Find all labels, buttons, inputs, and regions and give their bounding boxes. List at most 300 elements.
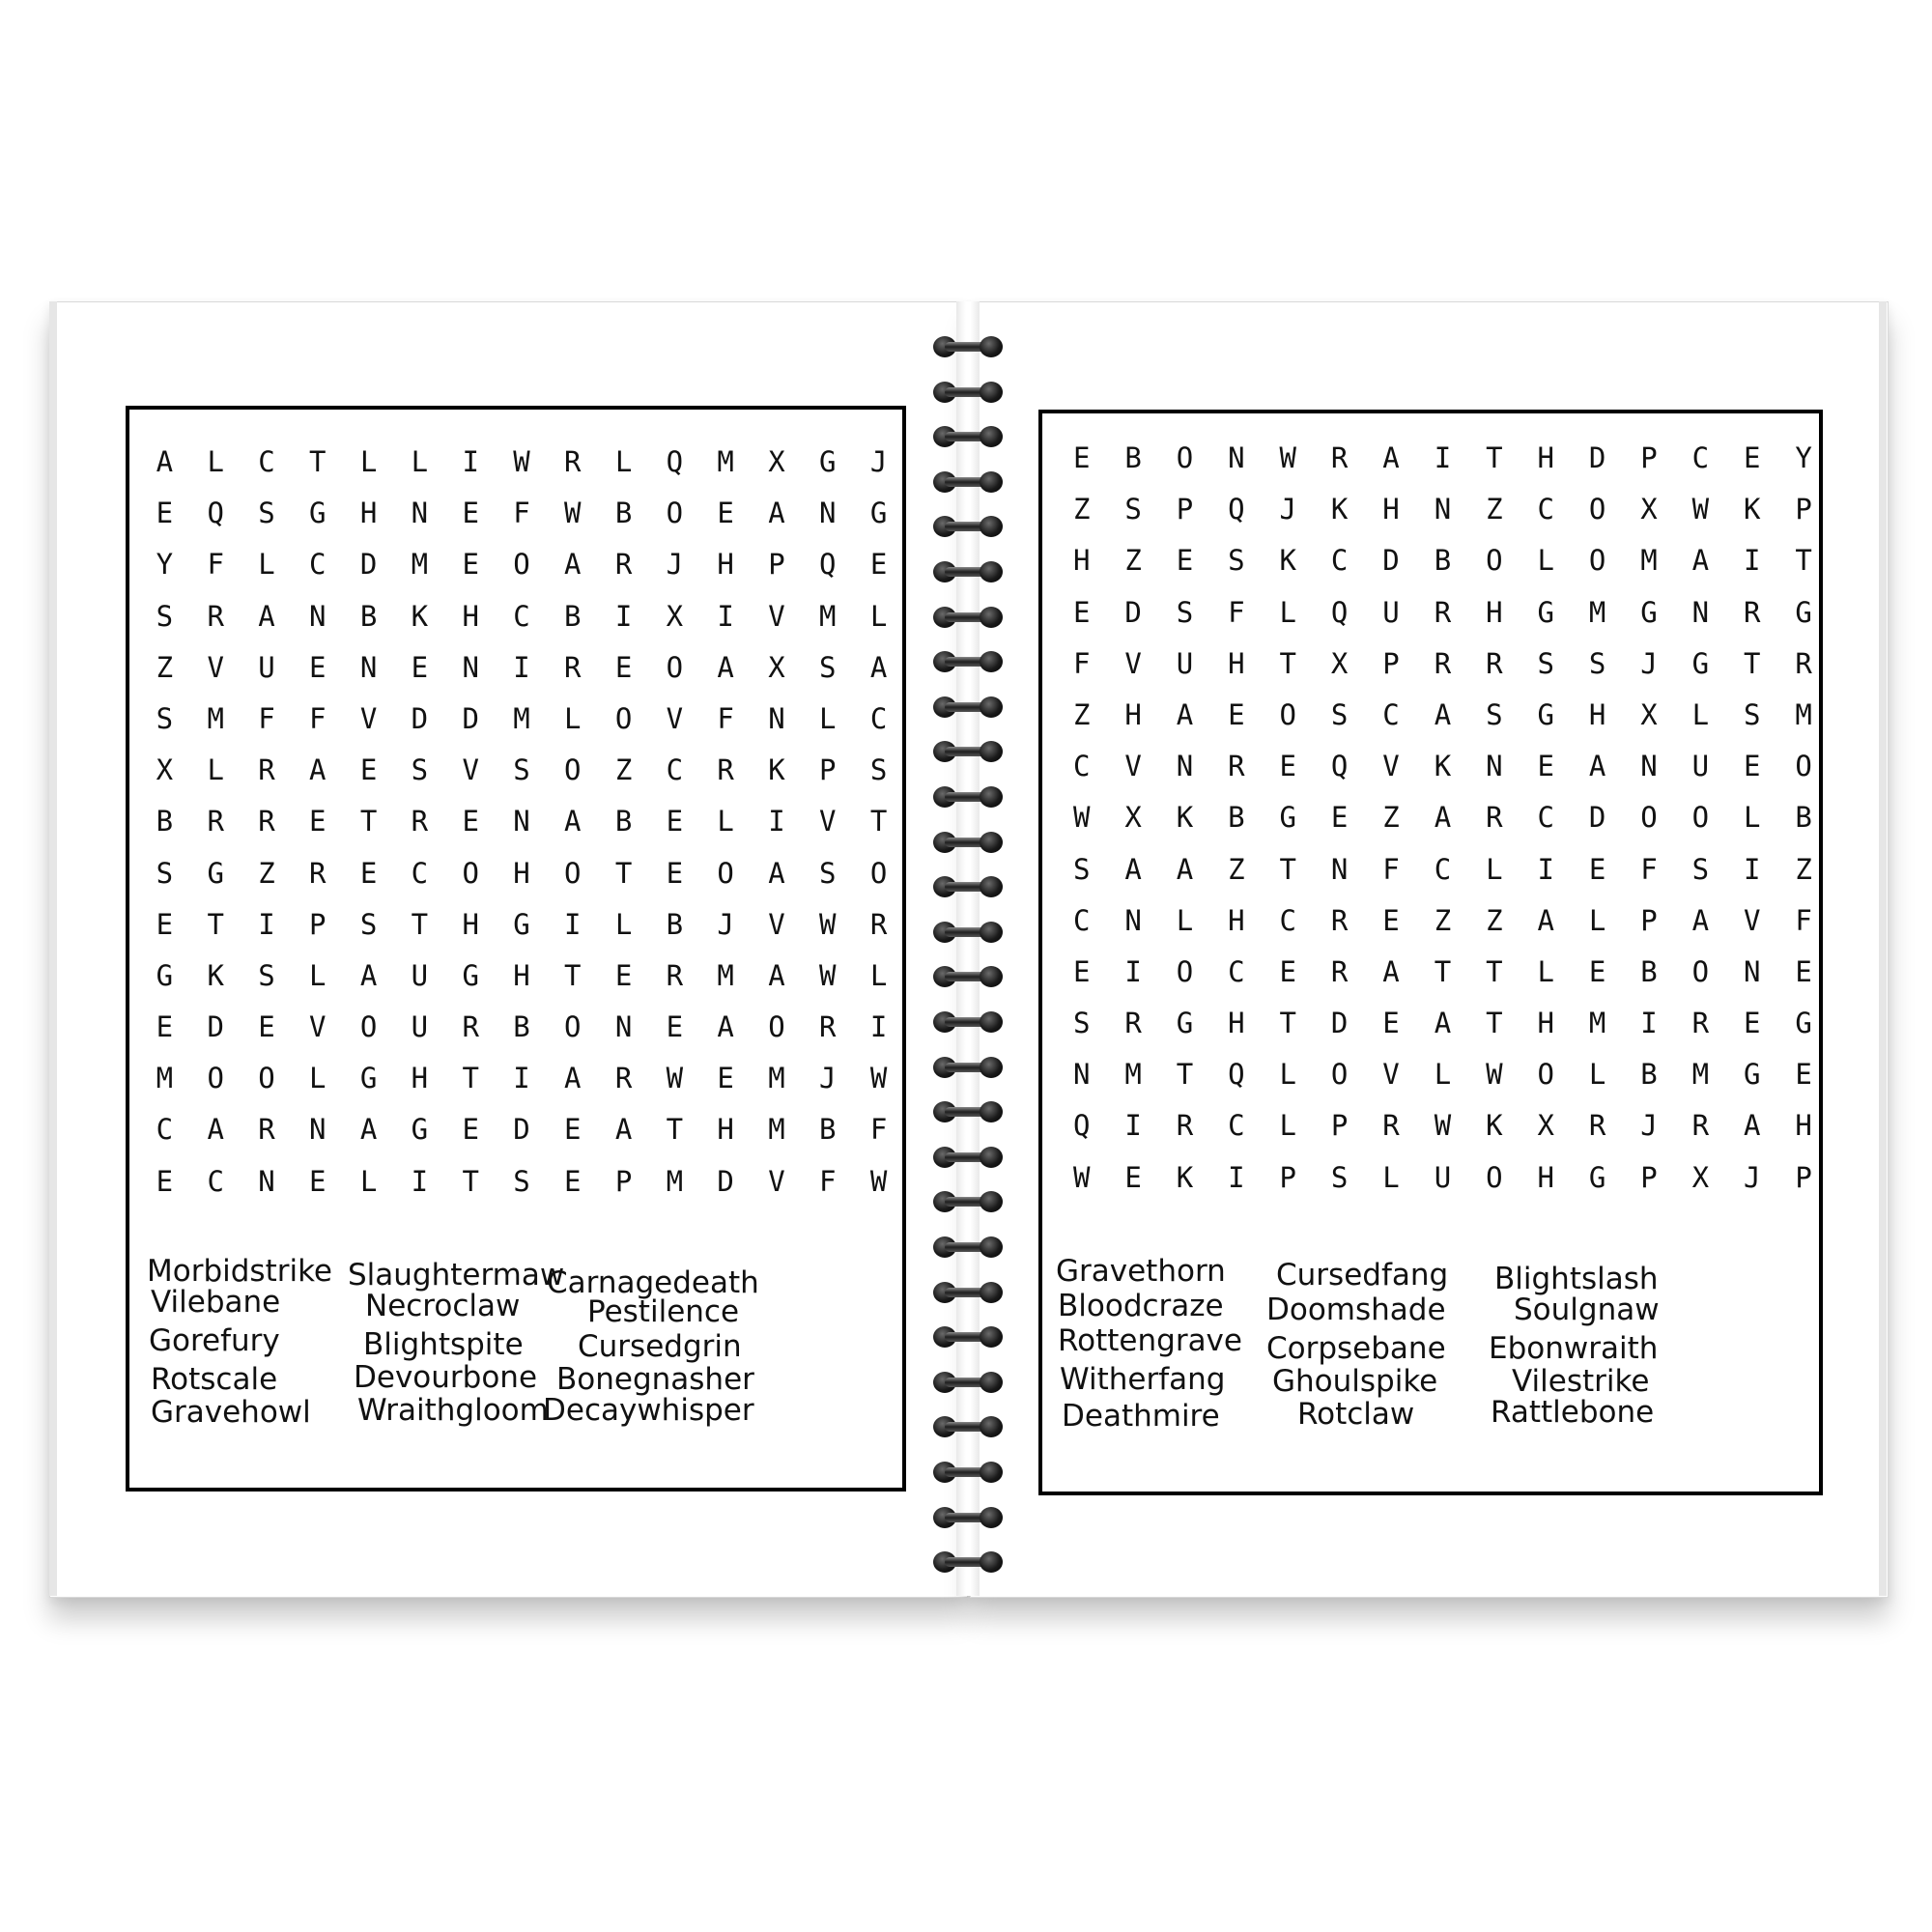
grid-letter: G xyxy=(462,958,479,992)
grid-letter: E xyxy=(1124,1160,1142,1194)
grid-letter: I xyxy=(869,1010,888,1044)
grid-letter: Q xyxy=(1330,595,1349,629)
grid-letter: A xyxy=(1434,1007,1452,1040)
grid-letter: K xyxy=(411,599,429,633)
grid-row xyxy=(1056,850,1830,901)
grid-letter: O xyxy=(513,548,530,582)
grid-letter: E xyxy=(1744,750,1761,783)
binding-coil xyxy=(929,1236,1007,1258)
grid-letter: H xyxy=(1588,697,1606,731)
grid-letter: I xyxy=(564,907,582,941)
grid-letter: O xyxy=(768,1010,785,1044)
grid-letter: A xyxy=(1588,750,1606,783)
grid-letter: N xyxy=(258,1164,275,1198)
grid-letter: N xyxy=(1124,903,1142,937)
grid-letter: N xyxy=(1486,750,1503,783)
word-list-item: Gorefury xyxy=(149,1323,280,1358)
grid-letter: R xyxy=(1486,646,1503,680)
grid-letter: H xyxy=(1228,646,1245,680)
grid-letter: G xyxy=(359,1062,378,1095)
grid-letter: T xyxy=(207,907,224,941)
right-letter-grid xyxy=(1056,439,1830,1209)
grid-letter: C xyxy=(156,1113,174,1147)
grid-letter: N xyxy=(819,497,837,530)
grid-letter: D xyxy=(207,1010,224,1044)
grid-letter: G xyxy=(1691,646,1710,680)
grid-letter: R xyxy=(1486,801,1503,835)
grid-letter: H xyxy=(1795,1109,1812,1143)
grid-letter: N xyxy=(309,1113,327,1147)
grid-letter: N xyxy=(1691,595,1710,629)
grid-letter: B xyxy=(1640,1058,1658,1092)
grid-letter: T xyxy=(462,1164,479,1198)
grid-letter: E xyxy=(1330,801,1349,835)
grid-letter: X xyxy=(1330,646,1349,680)
grid-letter: N xyxy=(1330,852,1349,886)
grid-letter: A xyxy=(1176,697,1194,731)
grid-letter: Z xyxy=(1486,493,1503,526)
grid-letter: I xyxy=(768,805,785,838)
grid-letter: C xyxy=(1537,493,1554,526)
grid-letter: U xyxy=(1382,595,1400,629)
word-list-item: Rottengrave xyxy=(1058,1323,1242,1358)
grid-letter: R xyxy=(1744,595,1761,629)
word-list-item: Ghoulspike xyxy=(1272,1364,1438,1399)
grid-letter: O xyxy=(207,1062,224,1095)
binding-coil xyxy=(929,426,1007,447)
grid-letter: R xyxy=(1176,1109,1194,1143)
grid-letter: N xyxy=(1072,1058,1091,1092)
grid-letter: L xyxy=(1691,697,1710,731)
left-letter-grid xyxy=(139,442,904,1213)
word-list-item: Slaughtermaw xyxy=(348,1258,565,1293)
grid-letter: W xyxy=(1434,1109,1452,1143)
grid-letter: O xyxy=(359,1010,378,1044)
grid-letter: F xyxy=(513,497,530,530)
grid-letter: E xyxy=(411,650,429,684)
grid-letter: O xyxy=(717,856,734,890)
grid-letter: N xyxy=(768,701,785,735)
grid-letter: W xyxy=(564,497,582,530)
grid-letter: T xyxy=(1744,646,1761,680)
word-list-item: Wraithgloom xyxy=(357,1393,549,1428)
grid-letter: Q xyxy=(207,497,224,530)
word-list-item: Witherfang xyxy=(1060,1362,1226,1397)
grid-letter: U xyxy=(1691,750,1710,783)
grid-letter: E xyxy=(614,958,633,992)
grid-letter: B xyxy=(1434,544,1452,578)
grid-letter: E xyxy=(258,1010,275,1044)
grid-letter: B xyxy=(1795,801,1812,835)
grid-letter: A xyxy=(768,856,785,890)
grid-letter: S xyxy=(359,907,378,941)
grid-letter: L xyxy=(1279,1058,1296,1092)
grid-letter: S xyxy=(156,856,174,890)
word-list-item: Deathmire xyxy=(1062,1399,1220,1434)
grid-letter: R xyxy=(462,1010,479,1044)
grid-letter: R xyxy=(1795,646,1812,680)
grid-letter: O xyxy=(1691,801,1710,835)
grid-row xyxy=(1056,1106,1830,1157)
grid-letter: G xyxy=(1795,1007,1812,1040)
grid-letter: O xyxy=(564,1010,582,1044)
grid-letter: M xyxy=(717,958,734,992)
binding-coil xyxy=(929,1147,1007,1168)
right-puzzle-panel xyxy=(1038,410,1823,1495)
grid-letter: R xyxy=(1691,1007,1710,1040)
grid-letter: F xyxy=(1640,852,1658,886)
binding-coil xyxy=(929,516,1007,537)
binding-coil xyxy=(929,832,1007,853)
grid-letter: C xyxy=(1382,697,1400,731)
grid-letter: I xyxy=(513,650,530,684)
grid-row xyxy=(1056,798,1830,849)
grid-letter: D xyxy=(359,548,378,582)
binding-coil xyxy=(929,1011,1007,1033)
grid-letter: L xyxy=(1588,1058,1606,1092)
grid-letter: E xyxy=(359,856,378,890)
grid-letter: C xyxy=(513,599,530,633)
grid-row xyxy=(1056,1158,1830,1209)
grid-letter: J xyxy=(869,445,888,478)
grid-letter: Q xyxy=(1228,493,1245,526)
grid-letter: A xyxy=(1691,544,1710,578)
grid-row xyxy=(139,442,904,494)
grid-letter: B xyxy=(614,805,633,838)
word-list-item: Carnagedeath xyxy=(547,1265,759,1300)
grid-letter: E xyxy=(614,650,633,684)
left-page-edge xyxy=(49,301,57,1596)
grid-letter: A xyxy=(614,1113,633,1147)
grid-letter: U xyxy=(1434,1160,1452,1194)
grid-letter: O xyxy=(1330,1058,1349,1092)
grid-letter: B xyxy=(614,497,633,530)
grid-letter: R xyxy=(564,445,582,478)
grid-letter: X xyxy=(768,650,785,684)
grid-letter: A xyxy=(207,1113,224,1147)
grid-letter: I xyxy=(717,599,734,633)
grid-letter: H xyxy=(1072,544,1091,578)
grid-letter: A xyxy=(1124,852,1142,886)
grid-letter: F xyxy=(1382,852,1400,886)
grid-letter: E xyxy=(156,1164,174,1198)
grid-letter: K xyxy=(1279,544,1296,578)
word-list-item: Blightspite xyxy=(363,1327,524,1362)
grid-letter: S xyxy=(869,753,888,787)
grid-letter: G xyxy=(1588,1160,1606,1194)
binding-coil xyxy=(929,786,1007,808)
grid-letter: M xyxy=(1124,1058,1142,1092)
grid-letter: L xyxy=(309,1062,327,1095)
binding-coil xyxy=(929,696,1007,718)
grid-letter: N xyxy=(1434,493,1452,526)
binding-coil xyxy=(929,382,1007,403)
grid-letter: S xyxy=(258,497,275,530)
grid-row xyxy=(139,802,904,853)
binding-coil xyxy=(929,1416,1007,1437)
grid-row xyxy=(1056,541,1830,592)
grid-letter: M xyxy=(1588,595,1606,629)
grid-letter: I xyxy=(1744,544,1761,578)
binding-coil xyxy=(929,1462,1007,1483)
grid-row xyxy=(1056,490,1830,541)
grid-letter: A xyxy=(258,599,275,633)
grid-letter: L xyxy=(1279,595,1296,629)
grid-letter: R xyxy=(614,1062,633,1095)
grid-letter: R xyxy=(1228,750,1245,783)
grid-letter: C xyxy=(1691,441,1710,474)
grid-letter: I xyxy=(1124,954,1142,988)
grid-letter: S xyxy=(1124,493,1142,526)
grid-letter: P xyxy=(1795,1160,1812,1194)
grid-letter: E xyxy=(1588,852,1606,886)
grid-letter: V xyxy=(462,753,479,787)
grid-letter: G xyxy=(207,856,224,890)
grid-letter: H xyxy=(411,1062,429,1095)
grid-letter: M xyxy=(1691,1058,1710,1092)
grid-letter: T xyxy=(1279,1007,1296,1040)
grid-row xyxy=(139,494,904,545)
grid-letter: P xyxy=(819,753,837,787)
grid-letter: M xyxy=(666,1164,684,1198)
grid-letter: A xyxy=(1691,903,1710,937)
grid-letter: H xyxy=(717,548,734,582)
grid-letter: F xyxy=(869,1113,888,1147)
grid-letter: S xyxy=(1744,697,1761,731)
grid-letter: B xyxy=(1640,954,1658,988)
grid-row xyxy=(139,1162,904,1213)
grid-letter: B xyxy=(513,1010,530,1044)
grid-letter: S xyxy=(513,1164,530,1198)
grid-letter: V xyxy=(1124,750,1142,783)
grid-letter: G xyxy=(1537,697,1554,731)
grid-letter: C xyxy=(1537,801,1554,835)
grid-letter: O xyxy=(564,856,582,890)
grid-letter: L xyxy=(1537,954,1554,988)
grid-letter: H xyxy=(1228,903,1245,937)
grid-letter: O xyxy=(1486,544,1503,578)
grid-letter: L xyxy=(717,805,734,838)
grid-letter: H xyxy=(1537,1160,1554,1194)
grid-letter: F xyxy=(1228,595,1245,629)
grid-letter: K xyxy=(1434,750,1452,783)
grid-letter: E xyxy=(666,856,684,890)
grid-letter: N xyxy=(359,650,378,684)
grid-letter: A xyxy=(1382,954,1400,988)
spiral-binding xyxy=(929,336,1007,1573)
grid-letter: W xyxy=(1279,441,1296,474)
binding-coil xyxy=(929,336,1007,357)
grid-letter: L xyxy=(564,701,582,735)
grid-letter: P xyxy=(1382,646,1400,680)
grid-letter: W xyxy=(869,1062,888,1095)
grid-letter: C xyxy=(869,701,888,735)
grid-letter: E xyxy=(1382,1007,1400,1040)
grid-letter: E xyxy=(869,548,888,582)
grid-letter: E xyxy=(1795,954,1812,988)
grid-letter: T xyxy=(1434,954,1452,988)
grid-letter: S xyxy=(1228,544,1245,578)
grid-letter: R xyxy=(717,753,734,787)
grid-letter: U xyxy=(411,1010,429,1044)
grid-letter: H xyxy=(359,497,378,530)
grid-letter: E xyxy=(666,1010,684,1044)
grid-letter: E xyxy=(1072,441,1091,474)
grid-letter: L xyxy=(207,753,224,787)
grid-letter: N xyxy=(411,497,429,530)
grid-letter: S xyxy=(1691,852,1710,886)
grid-letter: S xyxy=(156,701,174,735)
grid-letter: V xyxy=(768,599,785,633)
grid-letter: N xyxy=(462,650,479,684)
grid-letter: L xyxy=(359,445,378,478)
grid-letter: V xyxy=(768,907,785,941)
grid-letter: V xyxy=(666,701,684,735)
grid-letter: E xyxy=(156,907,174,941)
grid-letter: O xyxy=(1176,441,1194,474)
grid-letter: Z xyxy=(1382,801,1400,835)
grid-letter: A xyxy=(768,497,785,530)
grid-letter: H xyxy=(1537,1007,1554,1040)
grid-letter: V xyxy=(1124,646,1142,680)
grid-letter: P xyxy=(614,1164,633,1198)
grid-letter: P xyxy=(1795,493,1812,526)
binding-coil xyxy=(929,607,1007,628)
grid-letter: S xyxy=(513,753,530,787)
binding-coil xyxy=(929,471,1007,493)
grid-letter: E xyxy=(717,497,734,530)
word-list-item: Pestilence xyxy=(587,1294,740,1329)
grid-letter: I xyxy=(1537,852,1554,886)
grid-letter: Z xyxy=(1795,852,1812,886)
grid-letter: L xyxy=(411,445,429,478)
grid-letter: G xyxy=(1640,595,1658,629)
grid-letter: Z xyxy=(258,856,275,890)
grid-row xyxy=(1056,696,1830,747)
grid-letter: A xyxy=(1434,801,1452,835)
grid-letter: L xyxy=(869,958,888,992)
word-list-item: Corpsebane xyxy=(1266,1331,1446,1366)
grid-letter: P xyxy=(309,907,327,941)
grid-letter: I xyxy=(1434,441,1452,474)
grid-letter: R xyxy=(1588,1109,1606,1143)
grid-letter: L xyxy=(1588,903,1606,937)
grid-letter: O xyxy=(1486,1160,1503,1194)
grid-letter: D xyxy=(411,701,429,735)
grid-letter: R xyxy=(258,805,275,838)
grid-letter: T xyxy=(1176,1058,1194,1092)
word-list-item: Vilebane xyxy=(151,1285,281,1320)
grid-letter: Z xyxy=(156,650,174,684)
grid-letter: I xyxy=(1124,1109,1142,1143)
grid-letter: B xyxy=(564,599,582,633)
grid-letter: D xyxy=(1382,544,1400,578)
grid-letter: T xyxy=(614,856,633,890)
grid-letter: U xyxy=(258,650,275,684)
grid-letter: T xyxy=(411,907,429,941)
grid-letter: E xyxy=(462,548,479,582)
grid-letter: N xyxy=(1640,750,1658,783)
grid-letter: A xyxy=(564,805,582,838)
grid-letter: G xyxy=(1537,595,1554,629)
grid-letter: W xyxy=(666,1062,684,1095)
grid-letter: W xyxy=(1072,1160,1091,1194)
grid-letter: S xyxy=(1588,646,1606,680)
grid-letter: M xyxy=(819,599,837,633)
grid-letter: N xyxy=(513,805,530,838)
grid-letter: R xyxy=(1330,954,1349,988)
grid-letter: U xyxy=(411,958,429,992)
grid-letter: Q xyxy=(1228,1058,1245,1092)
grid-row xyxy=(139,699,904,751)
grid-letter: G xyxy=(869,497,888,530)
grid-letter: E xyxy=(1744,1007,1761,1040)
grid-letter: P xyxy=(1640,441,1658,474)
grid-letter: F xyxy=(309,701,327,735)
binding-coil xyxy=(929,1551,1007,1573)
grid-letter: V xyxy=(359,701,378,735)
grid-letter: Z xyxy=(614,753,633,787)
grid-letter: E xyxy=(1228,697,1245,731)
grid-letter: L xyxy=(207,445,224,478)
grid-letter: R xyxy=(1330,903,1349,937)
grid-letter: A xyxy=(717,650,734,684)
binding-coil xyxy=(929,1191,1007,1212)
grid-letter: M xyxy=(207,701,224,735)
grid-letter: O xyxy=(564,753,582,787)
grid-row xyxy=(139,905,904,956)
grid-letter: J xyxy=(717,907,734,941)
grid-letter: D xyxy=(1330,1007,1349,1040)
word-list-item: Bloodcraze xyxy=(1058,1289,1224,1323)
grid-letter: D xyxy=(717,1164,734,1198)
grid-row xyxy=(1056,439,1830,490)
grid-letter: R xyxy=(869,907,888,941)
grid-letter: Z xyxy=(1072,493,1091,526)
grid-row xyxy=(1056,593,1830,644)
grid-row xyxy=(1056,747,1830,798)
grid-letter: I xyxy=(1228,1160,1245,1194)
grid-letter: P xyxy=(1176,493,1194,526)
grid-letter: H xyxy=(513,958,530,992)
grid-letter: L xyxy=(1279,1109,1296,1143)
grid-letter: E xyxy=(309,805,327,838)
grid-letter: L xyxy=(1486,852,1503,886)
grid-letter: G xyxy=(309,497,327,530)
grid-letter: W xyxy=(1072,801,1091,835)
word-list-item: Necroclaw xyxy=(365,1289,521,1323)
grid-letter: A xyxy=(359,1113,378,1147)
grid-letter: L xyxy=(869,599,888,633)
word-list-item: Ebonwraith xyxy=(1489,1331,1659,1366)
grid-letter: L xyxy=(1382,1160,1400,1194)
grid-letter: V xyxy=(1382,750,1400,783)
grid-letter: S xyxy=(1486,697,1503,731)
word-list-item: Devourbone xyxy=(354,1360,538,1395)
grid-letter: E xyxy=(666,805,684,838)
grid-letter: V xyxy=(1744,903,1761,937)
binding-coil xyxy=(929,1057,1007,1078)
grid-letter: P xyxy=(768,548,785,582)
grid-row xyxy=(139,545,904,596)
word-list-item: Blightslash xyxy=(1494,1262,1659,1296)
grid-letter: T xyxy=(1486,441,1503,474)
binding-coil xyxy=(929,922,1007,943)
grid-letter: T xyxy=(309,445,327,478)
grid-letter: Q xyxy=(819,548,837,582)
grid-letter: T xyxy=(869,805,888,838)
grid-letter: T xyxy=(1279,852,1296,886)
